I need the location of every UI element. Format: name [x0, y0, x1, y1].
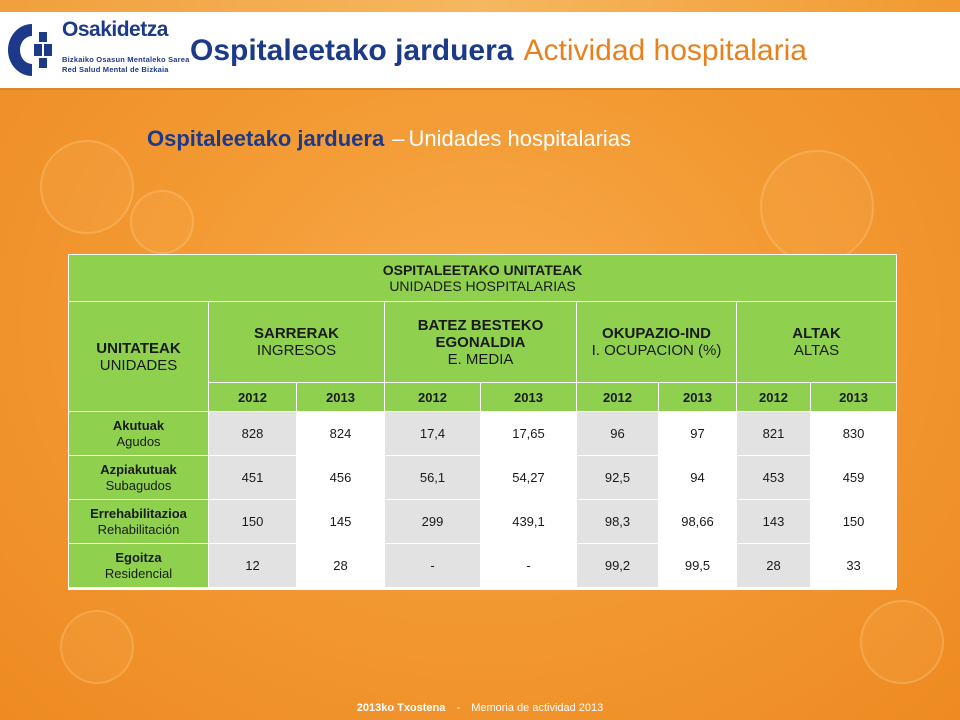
- row-label-eu: Errehabilitazioa: [90, 505, 187, 521]
- section-subtitle: [147, 126, 631, 152]
- table-row: [69, 456, 897, 500]
- group-header-es: ALTAS: [793, 342, 840, 359]
- row-label: [69, 544, 209, 588]
- logo-name: Osakidetza: [62, 18, 168, 41]
- table-cell: 821: [737, 412, 811, 456]
- table-cell: 33: [811, 544, 897, 588]
- row-label-es: Subagudos: [105, 477, 172, 493]
- table-cell: 824: [297, 412, 385, 456]
- table-row: [69, 544, 897, 588]
- table-cell: 97: [659, 412, 737, 456]
- table-cell: 451: [209, 456, 297, 500]
- column-group-header: [577, 302, 737, 383]
- top-band: [0, 0, 960, 12]
- row-label: [69, 500, 209, 544]
- table-cell: 456: [297, 456, 385, 500]
- row-label-eu: Azpiakutuak: [100, 461, 177, 477]
- group-header-es: I. OCUPACION (%): [591, 342, 722, 359]
- subtitle-eu: Ospitaleetako jarduera: [147, 126, 385, 151]
- table-cell: 17,65: [481, 412, 577, 456]
- table-cell: 12: [209, 544, 297, 588]
- background-bokeh: [60, 610, 134, 684]
- table-cell: 150: [811, 500, 897, 544]
- group-header-eu-line2: EGONALDIA: [435, 333, 526, 351]
- page-title: [190, 34, 807, 68]
- group-header-eu: ALTAK: [792, 325, 841, 342]
- header-divider: [0, 88, 960, 90]
- corner-header-eu: UNITATEAK: [96, 339, 181, 357]
- table-cell: 830: [811, 412, 897, 456]
- corner-header-es: UNIDADES: [99, 356, 178, 374]
- table-cell: 453: [737, 456, 811, 500]
- background-bokeh: [860, 600, 944, 684]
- logo-subtitle-es: Red Salud Mental de Bizkaia: [62, 65, 169, 74]
- row-label: [69, 456, 209, 500]
- row-label-es: Rehabilitación: [97, 521, 180, 537]
- table-cell: 96: [577, 412, 659, 456]
- table-cell: 828: [209, 412, 297, 456]
- group-header-es: INGRESOS: [256, 342, 337, 359]
- table-cell: 299: [385, 500, 481, 544]
- group-header-eu: BATEZ BESTEKO: [417, 316, 544, 334]
- year-header: 2012: [737, 383, 811, 412]
- row-label-eu: Egoitza: [115, 549, 162, 565]
- osakidetza-logo-icon: [6, 20, 58, 80]
- group-header-es: E. MEDIA: [447, 350, 514, 368]
- table-cell: 99,2: [577, 544, 659, 588]
- table-cell: -: [385, 544, 481, 588]
- table-cell: 143: [737, 500, 811, 544]
- page-title-eu: Ospitaleetako jarduera: [190, 34, 514, 67]
- subtitle-es: Unidades hospitalarias: [408, 126, 632, 151]
- table-cell: 98,66: [659, 500, 737, 544]
- group-header-eu: SARRERAK: [253, 325, 339, 342]
- column-group-header: [209, 302, 385, 383]
- background-bokeh: [40, 140, 134, 234]
- row-label-es: Agudos: [116, 433, 161, 449]
- hospital-units-table: [68, 254, 896, 590]
- table-cell: -: [481, 544, 577, 588]
- year-header: 2012: [209, 383, 297, 412]
- table-cell: 94: [659, 456, 737, 500]
- table-title: [69, 255, 897, 302]
- table-cell: 439,1: [481, 500, 577, 544]
- year-header: 2012: [385, 383, 481, 412]
- footer-eu: 2013ko Txostena: [356, 702, 446, 714]
- subtitle-separator: –: [392, 126, 405, 151]
- background-bokeh: [130, 190, 194, 254]
- footer-es: Memoria de actividad 2013: [471, 702, 604, 714]
- table-cell: 99,5: [659, 544, 737, 588]
- column-group-header: [385, 302, 577, 383]
- logo-subtitle-eu: Bizkaiko Osasun Mentaleko Sarea: [62, 55, 190, 64]
- row-label: [69, 412, 209, 456]
- table-row: [69, 500, 897, 544]
- footer-separator: -: [456, 702, 461, 714]
- table-cell: 54,27: [481, 456, 577, 500]
- table-cell: 92,5: [577, 456, 659, 500]
- year-header: 2013: [297, 383, 385, 412]
- column-group-header: [737, 302, 897, 383]
- table-cell: 459: [811, 456, 897, 500]
- page-title-es: Actividad hospitalaria: [523, 34, 807, 67]
- slide-header: [0, 12, 960, 88]
- year-header: 2013: [481, 383, 577, 412]
- table-cell: 56,1: [385, 456, 481, 500]
- table-cell: 17,4: [385, 412, 481, 456]
- table-cell: 145: [297, 500, 385, 544]
- background-bokeh: [760, 150, 874, 264]
- group-header-eu: OKUPAZIO-IND: [602, 325, 711, 342]
- table-cell: 98,3: [577, 500, 659, 544]
- table-corner-header: [69, 302, 209, 412]
- table-cell: 28: [737, 544, 811, 588]
- year-header: 2013: [659, 383, 737, 412]
- table-title-eu: OSPITALEETAKO UNITATEAK: [382, 262, 583, 278]
- year-header: 2012: [577, 383, 659, 412]
- footer: [0, 702, 960, 714]
- table-cell: 28: [297, 544, 385, 588]
- year-header: 2013: [811, 383, 897, 412]
- table-cell: 150: [209, 500, 297, 544]
- row-label-eu: Akutuak: [112, 417, 165, 433]
- table-title-es: UNIDADES HOSPITALARIAS: [389, 278, 576, 294]
- table-row: [69, 412, 897, 456]
- row-label-es: Residencial: [104, 565, 173, 581]
